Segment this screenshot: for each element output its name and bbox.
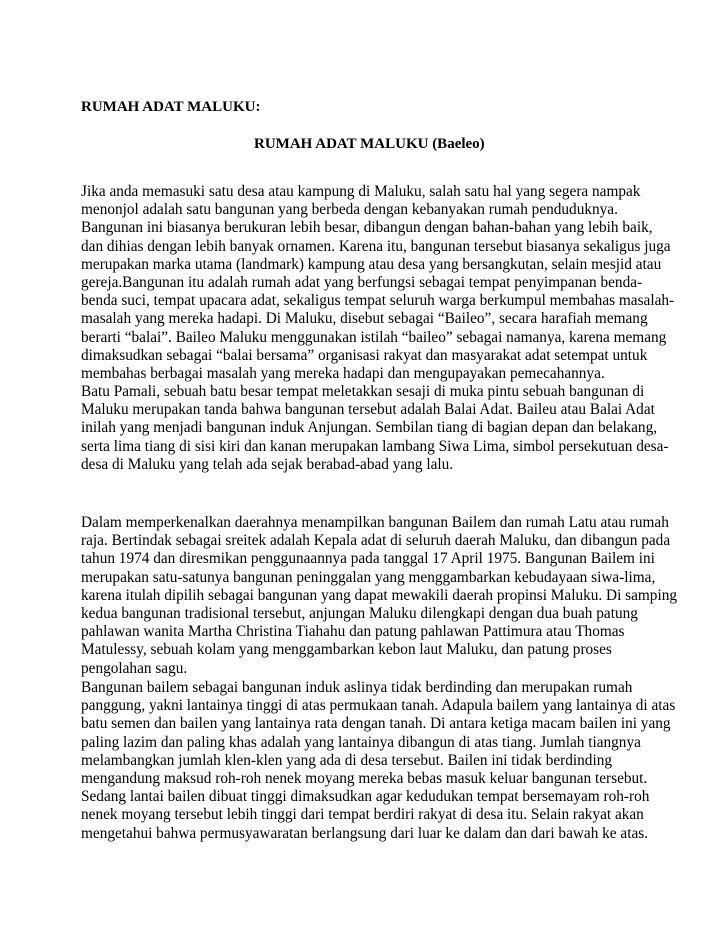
paragraph-line: berarti “balai”. Baileo Maluku menggunakan istilah “baileo” sebagai namanya, karena memang (81, 328, 667, 346)
paragraph-line: inilah yang menjadi bangunan induk Anjungan. Sembilan tiang di bagian depan dan belakang, (81, 419, 658, 437)
paragraph-line: kedua bangunan tradisional tersebut, anjungan Maluku dilengkapi dengan dua buah patung (81, 605, 638, 623)
paragraph-line: Batu Pamali, sebuah batu besar tempat meletakkan sesaji di muka pintu sebuah bangunan di (81, 383, 645, 400)
paragraph-line: mengetahui bahwa permusyawaratan berlangsung dari luar ke dalam dan dari bawah ke atas. (81, 824, 649, 842)
paragraph-batu-pamali (81, 383, 669, 474)
paragraph-line: paling lazim dan paling khas adalah yang lantainya dibangun di atas tiang. Jumlah tiangnya (81, 733, 641, 751)
paragraph-line: menonjol adalah satu bangunan yang berbeda dengan kebanyakan rumah penduduknya. (81, 201, 618, 219)
paragraph-line: melambangkan jumlah klen-klen yang ada di desa tersebut. Bailen ini tidak berdinding (81, 751, 612, 769)
paragraph-line: batu semen dan bailen yang lantainya rata dengan tanah. Di antara ketiga macam bailen ini yang (81, 715, 671, 733)
paragraph-line: Jika anda memasuki satu desa atau kampung di Maluku, salah satu hal yang segera nampak (81, 183, 641, 200)
paragraph-line: merupakan marka utama (landmark) kampung atau desa yang bersangkutan, selain mesjid atau (81, 255, 662, 273)
paragraph-line: masalah yang mereka hadapi. Di Maluku, disebut sebagai “Baileo”, secara harafiah memang (81, 310, 648, 328)
paragraph-line: Dalam memperkenalkan daerahnya menampilkan bangunan Bailem dan rumah Latu atau rumah (81, 514, 669, 531)
paragraph-line: mengandung maksud roh-roh nenek moyang mereka bebas masuk keluar bangunan tersebut. (81, 770, 648, 788)
paragraph-line: raja. Bertindak sebagai sreitek adalah Kepala adat di seluruh daerah Maluku, dan dibangun pada (81, 532, 671, 550)
paragraph-line: Bangunan ini biasanya berukuran lebih besar, dibangun dengan bahan-bahan yang lebih baik, (81, 219, 653, 237)
paragraph-line: dan dihias dengan lebih banyak ornamen. Karena itu, bangunan tersebut biasanya sekaligus juga (81, 237, 671, 255)
paragraph-line: Sedang lantai bailen dibuat tinggi dimaksudkan agar kedudukan tempat bersemayam roh-roh (81, 788, 650, 806)
paragraph-line: membahas berbagai masalah yang mereka hadapi dan mengupayakan pemecahannya. (81, 365, 605, 383)
document-subheading: RUMAH ADAT MALUKU (Baeleo) (254, 136, 485, 152)
paragraph-line: gereja.Bangunan itu adalah rumah adat yang berfungsi sebagai tempat penyimpanan benda- (81, 274, 643, 292)
paragraph-line: Bangunan bailem sebagai bangunan induk aslinya tidak berdinding dan merupakan rumah (81, 679, 633, 696)
paragraph-line: pengolahan sagu. (81, 659, 188, 677)
paragraph-line: serta lima tiang di sisi kiri dan kanan merupakan lambang Siwa Lima, simbol persekutuan desa- (81, 437, 669, 455)
paragraph-line: benda suci, tempat upacara adat, sekaligus tempat seluruh warga berkumpul membahas masalah- (81, 292, 675, 310)
paragraph-line: desa di Maluku yang telah ada sejak berabad-abad yang lalu. (81, 455, 454, 473)
paragraph-baileo-intro (81, 183, 674, 383)
paragraph-line: karena itulah dipilih sebagai bangunan yang dapat mewakili daerah propinsi Maluku. Di samping (81, 586, 677, 604)
paragraph-line: merupakan satu-satunya bangunan peninggalan yang menggambarkan kebudayaan siwa-lima, (81, 568, 656, 586)
paragraph-line: nenek moyang tersebut lebih tinggi dari tempat berdiri rakyat di desa itu. Selain rakyat akan (81, 806, 644, 824)
paragraph-line: tahun 1974 dan diresmikan penggunaannya pada tanggal 17 April 1975. Bangunan Bailem ini (81, 550, 655, 568)
paragraph-line: panggung, yakni lantainya tinggi di atas permukaan tanah. Adapula bailem yang lantainya di atas (81, 697, 676, 715)
paragraph-line: Maluku merupakan tanda bahwa bangunan tersebut adalah Balai Adat. Baileu atau Balai Adat (81, 401, 655, 419)
paragraph-bailem-structure (81, 679, 675, 843)
paragraph-line: pahlawan wanita Martha Christina Tiahahu dan patung pahlawan Pattimura atau Thomas (81, 623, 625, 641)
document-heading: RUMAH ADAT MALUKU: (81, 99, 261, 115)
paragraph-line: Matulessy, sebuah kolam yang menggambarkan kebon laut Maluku, dan patung proses (81, 641, 612, 659)
paragraph-line: dimaksudkan sebagai “balai bersama” organisasi rakyat dan masyarakat adat setempat untuk (81, 346, 648, 364)
paragraph-anjungan-maluku (81, 514, 677, 678)
